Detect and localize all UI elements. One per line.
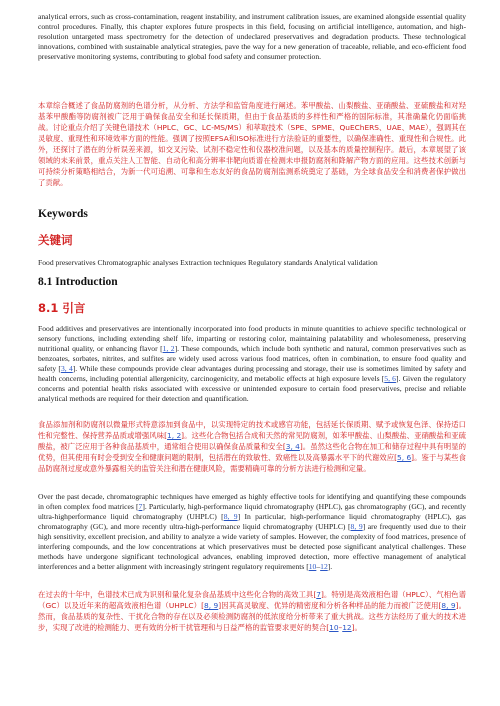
intro-paragraph-1-en: Food additives and preservatives are intentionally incorporated into food products in minute quantities to achieve specific technological or sensory functions, including extending shelf life, imparting or restoring color, maintaining palatability and wholesomeness, preserving nutritional quality, or enhancing flavor [1, 2]. These compounds, which include both synthetic and natural, common preservatives such as benzoates, sorbates, nitrites, and sulfites are widely used across various food matrices, often in combination, to ensure food quality and safety [3, 4]. While these compounds provide clear advantages during processing and storage, their use is sometimes limited by safety and health concerns, including potential allergenicity, carcinogenicity, and metabolic effects at high exposure levels [5, 6]. Given the regulatory concerns and potential health risks associated with excessive or unintended exposure to certain food preservatives, precise and reliable analytical methods are required for their detection and quantification.: [38, 324, 467, 403]
citation-link[interactable]: 7: [138, 502, 143, 511]
section-heading-en: 8.1 Introduction: [38, 276, 118, 288]
citation-link[interactable]: 3, 4: [285, 442, 300, 451]
citation-link[interactable]: 3, 4: [60, 364, 73, 373]
keywords-heading-en: Keywords: [38, 208, 88, 220]
citation-link[interactable]: 8, 9: [223, 512, 238, 521]
citation-link[interactable]: 8, 9: [204, 601, 219, 610]
intro-paragraph-1-zh: 食品添加剂和防腐剂以微量形式特意添加到食品中，以实现特定的技术或感官功能，包括延长保质期、赋予或恢复色泽、保持适口性和完整性、保持营养品质或增强风味[1, 2]。这些化合物包括合成和天然的常见防腐剂，如苯甲酸盐、山梨酸盐、亚硝酸盐和亚硫酸盐，被广泛应用于各种食品基质中，通常组合使用以确保食品质量和安全[3, 4]。虽然这些化合物在加工和储存过程中具有明显的优势，但其使用有时会受到安全和健康问题的限制，包括潜在的致敏性、致癌性以及高暴露水平下的代谢效应[5, 6]。鉴于与某些食品防腐剂过度或意外暴露相关的监管关注和潜在健康风险，需要精确可靠的分析方法进行检测和定量。: [38, 420, 467, 473]
intro-paragraph-2-zh: 在过去的十年中，色谱技术已成为识别和量化复杂食品基质中这些化合物的高效工具[7]。特别是高效液相色谱（HPLC）、气相色谱（GC）以及近年来的超高效液相色谱（UHPLC）[8, 9]因其高灵敏度、优异的精密度和分析各种样品的能力而被广泛使用[8, 9]。然而，食品基质的复杂性、干扰化合物的存在以及必须检测防腐剂的低浓度给分析带来了重大挑战。这些方法经历了重大的技术进步，实现了改进的检测能力、更有效的分析干扰管理和与日益严格的监管要求更好的契合[10–12]。: [38, 590, 467, 632]
abstract-chinese: 本章综合概述了食品防腐剂的色谱分析，从分析、方法学和监管角度进行阐述。苯甲酸盐、山梨酸盐、亚硝酸盐、亚硫酸盐和对羟基苯甲酸酯等防腐剂被广泛用于确保食品安全和延长保质期，但由于食品基质的多样性和严格的国际标准，其准确量化仍面临挑战。讨论重点介绍了关键色谱技术（HPLC、GC、LC-MS/MS）和萃取技术（SPE、SPME、QuEChERS、UAE、MAE），强调其在灵敏度、重现性和环境效率方面的性能。强调了按照EFSA和ISO标准进行方法验证的重要性，以确保准确性、重现性和合规性。此外，还探讨了潜在的分析误差来源，如交叉污染、试剂不稳定性和仪器校准问题，以及基本的质量控制程序。最后，本章展望了该领域的未来前景，重点关注人工智能、自动化和高分辨率非靶向质谱在检测未申报防腐剂和降解产物方面的应用。这些技术创新与可持续分析策略相结合，为新一代可追溯、可靠和生态友好的食品防腐剂监测系统奠定了基础，为全球食品安全和消费者保护做出了贡献。: [38, 101, 466, 187]
citation-link[interactable]: 12: [342, 623, 352, 632]
citation-link[interactable]: 8, 9: [441, 601, 456, 610]
keywords-list: Food preservatives Chromatographic analyses Extraction techniques Regulatory standards Analytical validation: [38, 258, 378, 267]
citation-link[interactable]: 8, 9: [350, 522, 363, 531]
intro-paragraph-2-en: Over the past decade, chromatographic techniques have emerged as highly effective tools for identifying and quantifying these compounds in often complex food matrices [7]. Particularly, high-performance liquid chromatography (HPLC), gas chromatography (GC), and recently ultra-highperformance liquid chromatography (UHPLC) [8, 9] In particular, high-performance liquid chromatography (HPLC), gas chromatography (GC), and more recently ultra-high-performance liquid chromatography (UHPLC) [8, 9] are frequently used due to their high sensitivity, excellent precision, and ability to analyze a wide variety of samples. However, the complexity of food matrices, presence of interfering compounds, and the low concentrations at which preservatives must be detected pose significant analytical challenges. These methods have undergone significant technological advances, enabling improved detection, more effective management of analytical interferences and a better alignment with increasingly stringent regulatory requirements [10–12].: [38, 492, 467, 571]
section-heading-zh: 8.1 引言: [38, 301, 86, 315]
keywords-heading-zh: 关键词: [38, 233, 73, 247]
citation-link[interactable]: 10: [308, 562, 317, 571]
citation-link[interactable]: 1, 2: [167, 431, 182, 440]
citation-link[interactable]: 12: [320, 562, 328, 571]
citation-link[interactable]: 10: [329, 623, 339, 632]
citation-link[interactable]: 5, 6: [397, 453, 412, 462]
citation-link[interactable]: 5, 6: [384, 374, 396, 383]
abstract-english-tail: analytical errors, such as cross-contamination, reagent instability, and instrument calibration issues, are examined alongside essential quality control procedures. Finally, this chapter explores future prospects in this field, focusing on artificial intelligence, automation, and high-resolution untargeted mass spectrometry for the detection of undeclared preservatives and degradation products. These technological innovations, combined with sustainable analytical strategies, pave the way for a new generation of traceable, reliable, and eco-efficient food preservative monitoring systems, contributing to global food safety and consumer protection.: [38, 12, 466, 61]
citation-link[interactable]: 7: [316, 590, 321, 599]
citation-link[interactable]: 1, 2: [162, 344, 175, 353]
